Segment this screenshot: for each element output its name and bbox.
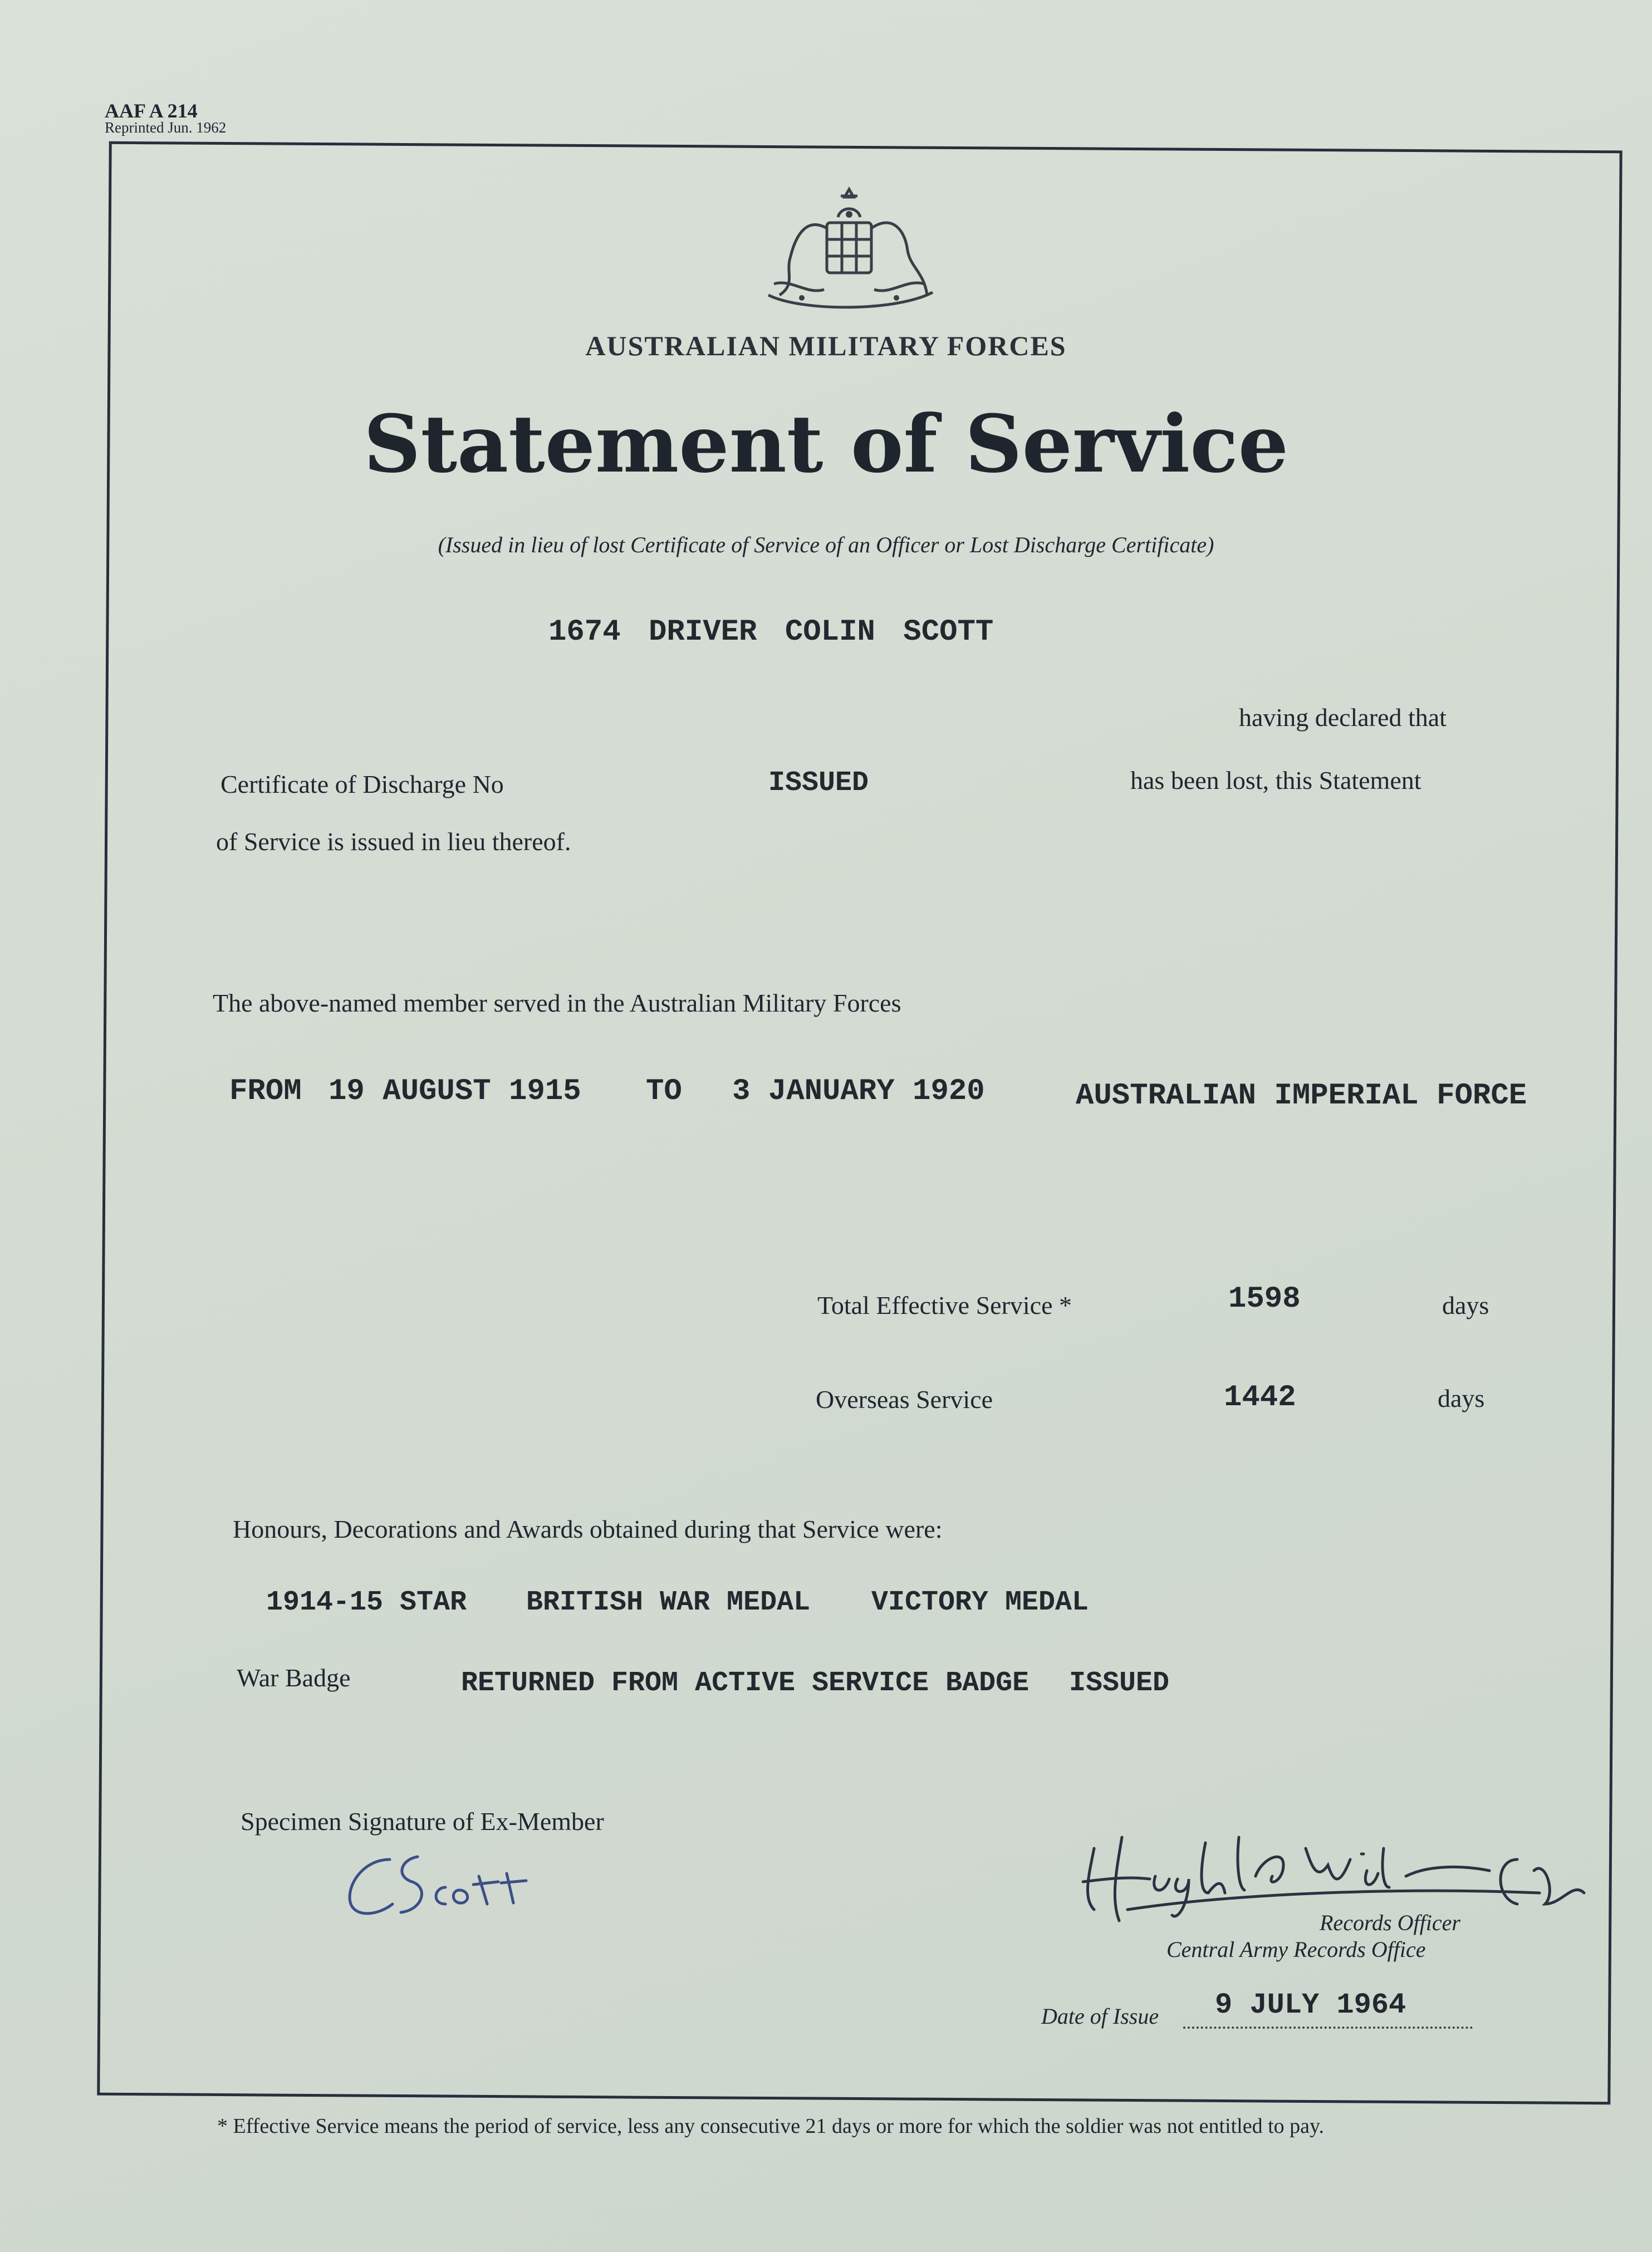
overseas-service-days: 1442 bbox=[1224, 1381, 1296, 1415]
war-badge-label: War Badge bbox=[237, 1664, 351, 1692]
overseas-service-label: Overseas Service bbox=[816, 1385, 993, 1414]
date-of-issue: 9 JULY 1964 bbox=[1215, 1989, 1406, 2022]
document-subtitle: (Issued in lieu of lost Certificate of Service of an Officer or Lost Discharge Certificate) bbox=[438, 532, 1214, 557]
lieu-text: of Service is issued in lieu thereof. bbox=[216, 827, 571, 856]
having-declared-text: having declared that bbox=[1239, 703, 1447, 732]
award-item: BRITISH WAR MEDAL bbox=[526, 1587, 811, 1618]
certificate-label: Certificate of Discharge No bbox=[220, 770, 504, 798]
document-title: Statement of Service bbox=[363, 398, 1289, 490]
from-date: 19 AUGUST 1915 bbox=[329, 1075, 581, 1108]
force-name: AUSTRALIAN IMPERIAL FORCE bbox=[1076, 1079, 1527, 1113]
coat-of-arms-icon bbox=[757, 184, 941, 317]
date-of-issue-label: Date of Issue bbox=[1041, 2004, 1159, 2029]
effective-service-label: Total Effective Service * bbox=[817, 1291, 1072, 1319]
days-unit: days bbox=[1438, 1384, 1485, 1412]
reprint-date: Reprinted Jun. 1962 bbox=[105, 119, 227, 136]
issuing-authority: AUSTRALIAN MILITARY FORCES bbox=[585, 330, 1067, 361]
days-unit: days bbox=[1442, 1291, 1489, 1319]
award-item: 1914-15 STAR bbox=[266, 1587, 467, 1618]
lost-text: has been lost, this Statement bbox=[1130, 766, 1421, 794]
member-name: 1674 DRIVER COLIN SCOTT bbox=[548, 615, 994, 649]
from-label: FROM bbox=[229, 1075, 302, 1108]
to-label: TO bbox=[646, 1075, 682, 1108]
form-code: AAF A 214 bbox=[105, 100, 198, 122]
honours-label: Honours, Decorations and Awards obtained during that Service were: bbox=[233, 1515, 943, 1543]
effective-service-days: 1598 bbox=[1228, 1282, 1301, 1316]
served-text: The above-named member served in the Australian Military Forces bbox=[213, 989, 901, 1017]
war-badge-value: RETURNED FROM ACTIVE SERVICE BADGE bbox=[461, 1667, 1030, 1699]
footnote: * Effective Service means the period of service, less any consecutive 21 days or more for which the soldier was not entitled to pay. bbox=[217, 2114, 1325, 2138]
date-underline bbox=[1183, 2027, 1473, 2029]
to-date: 3 JANUARY 1920 bbox=[732, 1075, 985, 1108]
office-name: Central Army Records Office bbox=[1166, 1937, 1426, 1962]
ex-member-signature bbox=[340, 1843, 551, 1926]
certificate-number: ISSUED bbox=[768, 767, 869, 799]
officer-title: Records Officer bbox=[1320, 1910, 1460, 1935]
award-item: VICTORY MEDAL bbox=[871, 1587, 1089, 1618]
war-badge-status: ISSUED bbox=[1069, 1667, 1170, 1699]
specimen-signature-label: Specimen Signature of Ex-Member bbox=[241, 1807, 604, 1836]
